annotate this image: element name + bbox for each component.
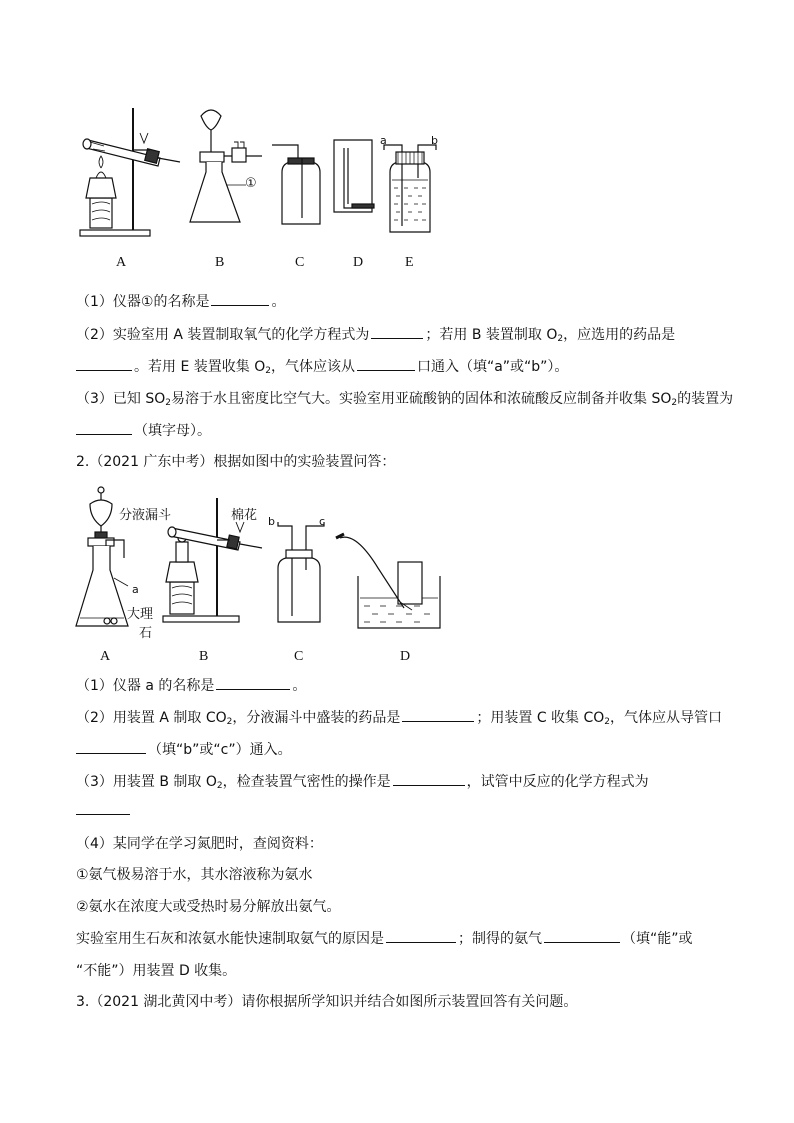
apparatus-d-drawing — [334, 140, 374, 212]
apparatus-e-drawing — [384, 145, 436, 232]
fig1-label-a: A — [116, 255, 127, 270]
answer-blank[interactable] — [402, 708, 474, 722]
annot-marble-2: 石 — [139, 626, 153, 641]
q1-line-3: 。若用 E 装置收集 $O_2$，气体应该从 口通入（填“a”或“b”）。 — [76, 357, 568, 381]
apparatus-2c-drawing — [278, 522, 324, 622]
q2-title: 2.（2021 广东中考）根据如图中的实验装置问答： — [76, 454, 396, 470]
q1-line-5: （填字母）。 — [76, 421, 211, 441]
figure-1-apparatus — [0, 0, 794, 260]
port-b-label-2: b — [268, 515, 275, 528]
q2-line-9: 实验室用生石灰和浓氨水能快速制取氨气的原因是 ；制得的氨气 （填“能”或 — [76, 931, 693, 947]
answer-blank[interactable] — [393, 772, 465, 786]
q2-line-1: （1）仪器 a 的名称是 。 — [76, 678, 307, 694]
fig2-label-b: B — [199, 649, 209, 664]
q1-line-4: （3）已知 $SO_2$易溶于水且密度比空气大。实验室用亚硫酸钠的固体和浓硫酸反应制备并收集 $SO_2$的装置为 — [76, 391, 734, 408]
fig2-label-a: A — [100, 649, 111, 664]
answer-blank[interactable] — [357, 357, 415, 371]
q2-line-5 — [76, 801, 132, 821]
q1-line-1: （1）仪器①的名称是 。 — [76, 294, 286, 310]
answer-blank[interactable] — [76, 357, 132, 371]
q2-line-8: ②氨水在浓度大或受热时易分解放出氨气。 — [76, 899, 341, 915]
fig1-label-b: B — [215, 255, 225, 270]
fig2-label-d: D — [400, 649, 411, 664]
q2-line-2: （2）用装置 A 制取 $CO_2$，分液漏斗中盛装的药品是 ；用装置 C 收集 $CO_2$，气体应从导管口 — [76, 710, 723, 727]
annot-marble-1: 大理 — [127, 607, 154, 622]
q2-line-3: （填“b”或“c”）通入。 — [76, 740, 292, 760]
q2-line-7: ①氨气极易溶于水，其水溶液称为氨水 — [76, 867, 313, 883]
answer-blank[interactable] — [76, 740, 146, 754]
port-b-label: b — [431, 134, 438, 147]
q3-title: 3.（2021 湖北黄冈中考）请你根据所学知识并结合如图所示装置回答有关问题。 — [76, 994, 578, 1010]
fig1-label-e: E — [405, 255, 414, 270]
answer-blank[interactable] — [76, 801, 130, 815]
apparatus-c-drawing — [272, 145, 320, 224]
annot-instrument-a: a — [132, 583, 139, 596]
annot-separatory-funnel: 分液漏斗 — [119, 508, 172, 523]
fig1-label-c: C — [295, 255, 305, 270]
fig1-label-d: D — [353, 255, 364, 270]
apparatus-b-drawing — [190, 110, 262, 222]
port-c-label: c — [319, 515, 326, 528]
apparatus-2d-drawing — [336, 534, 440, 628]
answer-blank[interactable] — [76, 421, 132, 435]
q2-line-4: （3）用装置 B 制取 $O_2$，检查装置气密性的操作是 ，试管中反应的化学方程式为 — [76, 774, 649, 791]
q2-line-6: （4）某同学在学习氮肥时，查阅资料： — [76, 836, 323, 852]
port-a-label: a — [380, 134, 387, 147]
answer-blank[interactable] — [371, 325, 423, 339]
q2-line-10: “不能”）用装置 D 收集。 — [76, 963, 237, 979]
answer-blank[interactable] — [544, 929, 620, 943]
circle-mark-1: ① — [245, 176, 257, 191]
annot-cotton: 棉花 — [231, 508, 258, 523]
q1-line-2: （2）实验室用 A 装置制取氧气的化学方程式为 ；若用 B 装置制取 $O_2$，应选用的药品是 — [76, 327, 676, 344]
answer-blank[interactable] — [386, 929, 456, 943]
answer-blank[interactable] — [216, 676, 290, 690]
answer-blank[interactable] — [211, 292, 269, 306]
apparatus-a-drawing — [80, 108, 180, 236]
fig2-label-c: C — [294, 649, 304, 664]
